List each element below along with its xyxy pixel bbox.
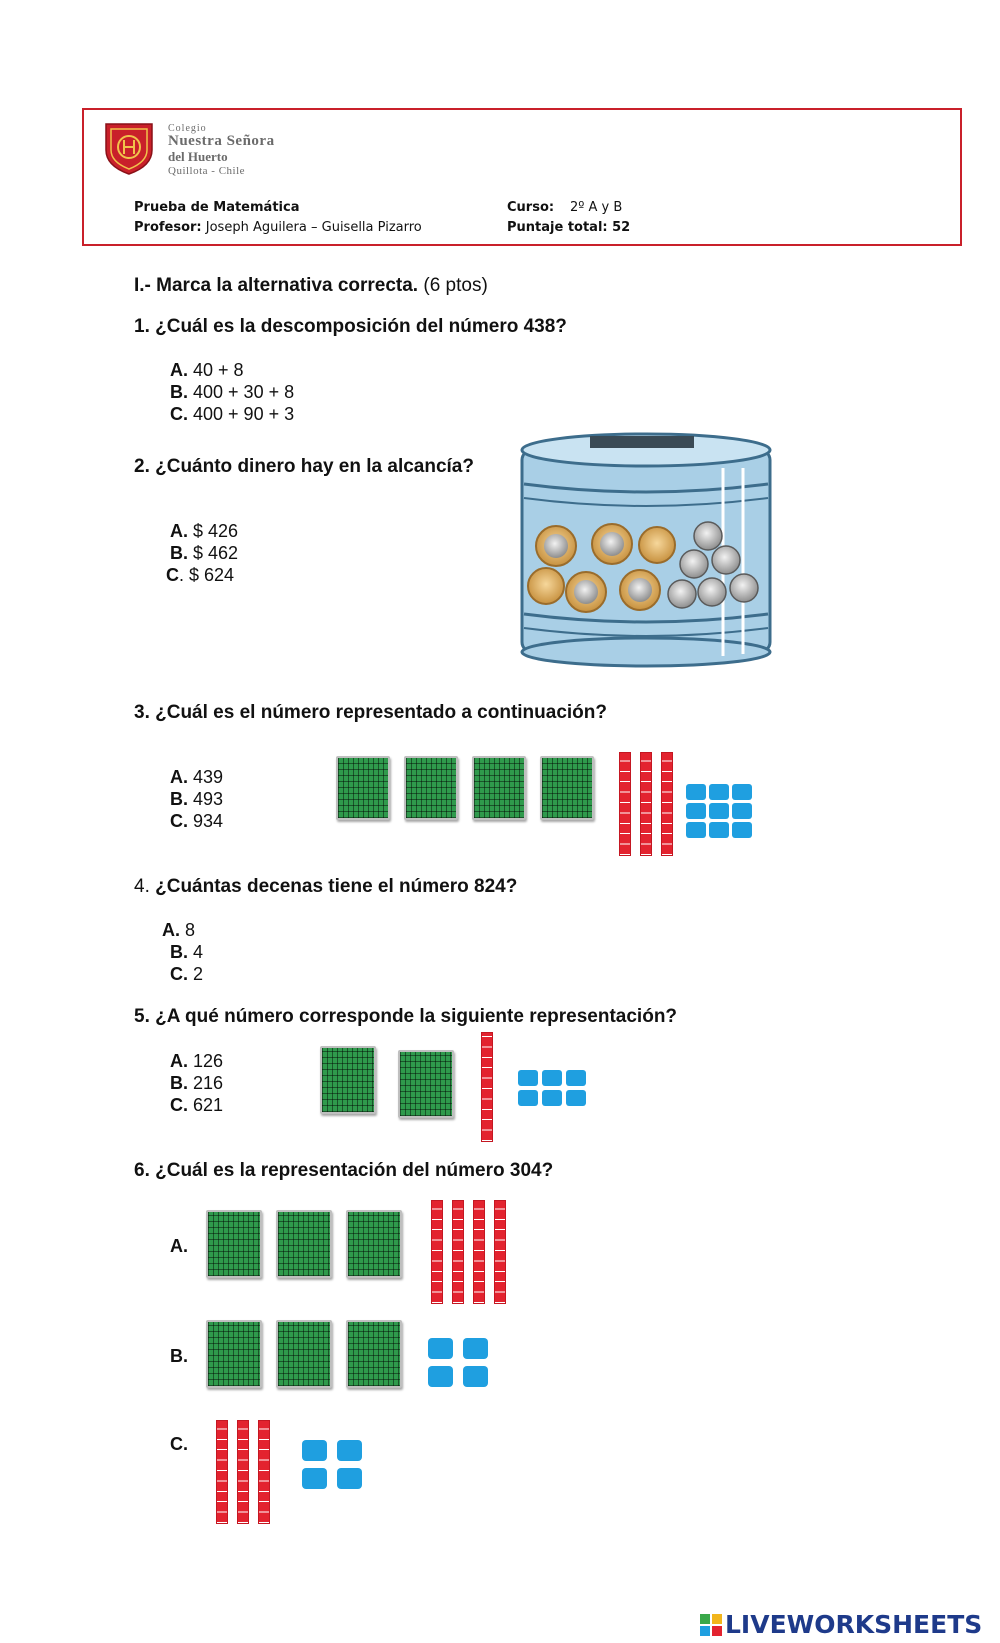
q6-option-c[interactable]: C.	[170, 1434, 188, 1454]
question-4-text: ¿Cuántas decenas tiene el número 824?	[155, 876, 518, 897]
q4-option-c[interactable]: C. 2	[170, 964, 204, 984]
liveworksheets-logo[interactable]	[700, 1610, 982, 1639]
q1-option-a[interactable]: A. 40 + 8	[170, 360, 244, 380]
q4-option-a[interactable]: A. 8	[162, 920, 196, 940]
q2-options	[166, 520, 239, 586]
q5-option-a[interactable]: A. 126	[170, 1051, 224, 1071]
one-cube	[463, 1366, 488, 1387]
one-cube	[518, 1090, 538, 1106]
section-points: (6 ptos)	[423, 275, 488, 296]
ten-rod	[473, 1200, 485, 1304]
test-title: Prueba de Matemática	[134, 200, 300, 215]
one-cube	[709, 803, 729, 819]
q5-option-b[interactable]: B. 216	[170, 1073, 224, 1093]
school-name-line1: Colegio	[168, 123, 207, 134]
school-name-line3: del Huerto	[168, 149, 228, 164]
teacher-label: Profesor:	[134, 220, 202, 235]
one-cube	[709, 784, 729, 800]
hundred-block	[276, 1210, 332, 1278]
one-cube	[302, 1468, 327, 1489]
school-name-line4: Quillota - Chile	[168, 165, 246, 177]
q1-option-c[interactable]: C. 400 + 90 + 3	[170, 404, 295, 424]
one-cube	[337, 1440, 362, 1461]
hundred-block	[276, 1320, 332, 1388]
q3-option-b[interactable]: B. 493	[170, 789, 224, 809]
coin-1-icon	[694, 522, 722, 550]
question-4	[134, 876, 517, 898]
hundred-block	[320, 1046, 376, 1114]
question-2: 2. ¿Cuánto dinero hay en la alcancía?	[134, 456, 474, 477]
one-cube	[566, 1090, 586, 1106]
q4-option-b[interactable]: B. 4	[170, 942, 204, 962]
q3-option-c[interactable]: C. 934	[170, 811, 224, 831]
ten-rod	[494, 1200, 506, 1304]
q2-option-a[interactable]: A. $ 426	[170, 521, 239, 541]
ten-rod	[640, 752, 652, 856]
one-cube	[542, 1090, 562, 1106]
one-cube	[686, 803, 706, 819]
one-cube	[428, 1366, 453, 1387]
one-cube	[686, 784, 706, 800]
section-instruction: I.- Marca la alternativa correcta.	[134, 275, 419, 296]
school-name-line2: Nuestra Señora	[168, 133, 275, 149]
coin-10-icon	[528, 568, 564, 604]
ten-rod	[258, 1420, 270, 1524]
ten-rod	[452, 1200, 464, 1304]
coin-1-icon	[730, 574, 758, 602]
one-cube	[566, 1070, 586, 1086]
hundred-block	[206, 1210, 262, 1278]
coin-10-icon	[639, 527, 675, 563]
section-title	[134, 275, 488, 297]
liveworksheets-icon	[700, 1614, 722, 1636]
coin-1-icon	[698, 578, 726, 606]
one-cube	[732, 803, 752, 819]
teacher-line	[134, 220, 422, 235]
hundred-block	[206, 1320, 262, 1388]
one-cube	[518, 1070, 538, 1086]
question-5: 5. ¿A qué número corresponde la siguiente representación?	[134, 1006, 678, 1027]
q2-option-c[interactable]: C. $ 624	[166, 565, 235, 585]
ten-rod	[661, 752, 673, 856]
q1-option-b[interactable]: B. 400 + 30 + 8	[170, 382, 295, 402]
q3-options	[170, 766, 223, 832]
ten-rod	[431, 1200, 443, 1304]
one-cube	[463, 1338, 488, 1359]
hundred-block	[336, 756, 390, 820]
teacher-value: Joseph Aguilera – Guisella Pizarro	[205, 220, 422, 235]
ten-rod	[481, 1032, 493, 1142]
school-crest-icon	[102, 120, 156, 176]
piggy-bank-jar	[518, 428, 774, 678]
one-cube	[302, 1440, 327, 1461]
q3-option-a[interactable]: A. 439	[170, 767, 224, 787]
q1-options	[170, 359, 294, 425]
q2-option-b[interactable]: B. $ 462	[170, 543, 239, 563]
coin-1-icon	[668, 580, 696, 608]
one-cube	[732, 784, 752, 800]
coin-1-icon	[712, 546, 740, 574]
ten-rod	[237, 1420, 249, 1524]
q6-option-a[interactable]: A.	[170, 1236, 188, 1256]
question-3: 3. ¿Cuál es el número representado a continuación?	[134, 702, 607, 723]
question-6: 6. ¿Cuál es la representación del número 304?	[134, 1160, 554, 1181]
course-label: Curso:	[507, 200, 555, 215]
one-cube	[732, 822, 752, 838]
one-cube	[709, 822, 729, 838]
ten-rod	[216, 1420, 228, 1524]
question-4-number: 4.	[134, 876, 156, 897]
course-value: 2º A y B	[570, 200, 623, 215]
hundred-block	[472, 756, 526, 820]
one-cube	[428, 1338, 453, 1359]
hundred-block	[346, 1320, 402, 1388]
one-cube	[686, 822, 706, 838]
q5-options	[170, 1050, 223, 1116]
one-cube	[337, 1468, 362, 1489]
coin-1-icon	[680, 550, 708, 578]
hundred-block	[398, 1050, 454, 1118]
q6-option-b[interactable]: B.	[170, 1346, 188, 1366]
q5-option-c[interactable]: C. 621	[170, 1095, 224, 1115]
hundred-block	[346, 1210, 402, 1278]
score-total: Puntaje total: 52	[507, 220, 631, 235]
ten-rod	[619, 752, 631, 856]
liveworksheets-brand: LIVEWORKSHEETS	[725, 1610, 983, 1639]
question-1: 1. ¿Cuál es la descomposición del número 438?	[134, 316, 567, 337]
one-cube	[542, 1070, 562, 1086]
hundred-block	[404, 756, 458, 820]
hundred-block	[540, 756, 594, 820]
